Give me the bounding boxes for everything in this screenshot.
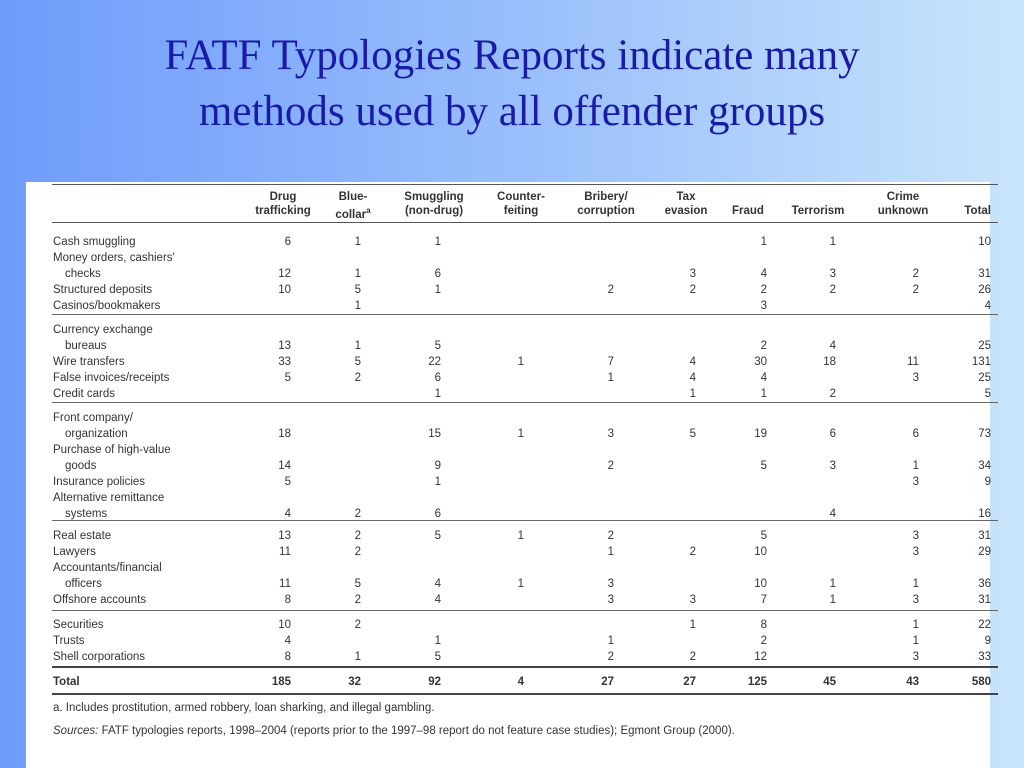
value-cell: 3 [912, 372, 919, 384]
value-cell: 3 [912, 546, 919, 558]
value-cell: 2 [760, 635, 767, 647]
value-cell: 12 [278, 268, 291, 280]
value-cell: 14 [278, 460, 291, 472]
value-cell: 1 [607, 546, 614, 558]
value-cell: 2 [829, 284, 836, 296]
value-cell: 12 [754, 651, 767, 663]
value-cell: 92 [428, 676, 441, 688]
column-header-9 [871, 190, 935, 218]
value-cell: 1 [434, 476, 441, 488]
value-cell: 9 [434, 460, 441, 472]
value-cell: 4 [689, 372, 696, 384]
column-header-text: collar [335, 208, 367, 221]
value-cell: 5 [434, 340, 441, 352]
value-cell: 5 [760, 530, 767, 542]
value-cell: 3 [912, 651, 919, 663]
value-cell: 6 [434, 268, 441, 280]
value-cell: 1 [829, 236, 836, 248]
column-header-3 [394, 190, 474, 218]
column-header-line2 [566, 204, 646, 218]
value-cell: 30 [754, 356, 767, 368]
method-label: Trusts [53, 635, 85, 647]
value-cell: 29 [978, 546, 991, 558]
table-row [26, 354, 990, 370]
title-line-2: methods used by all offender groups [198, 88, 826, 135]
column-header-line1 [951, 190, 991, 204]
table-row [26, 560, 990, 576]
value-cell: 3 [829, 268, 836, 280]
value-cell: 27 [683, 676, 696, 688]
value-cell: 4 [760, 268, 767, 280]
value-cell: 31 [978, 530, 991, 542]
value-cell: 31 [978, 594, 991, 606]
method-label: Casinos/bookmakers [53, 300, 161, 312]
value-cell: 5 [354, 284, 361, 296]
footnote-a: a. Includes prostitution, armed robbery, loan sharking, and illegal gambling. [53, 702, 435, 714]
column-header-line1: Crime [886, 191, 920, 203]
method-label: bureaus [65, 340, 107, 352]
value-cell: 2 [354, 594, 361, 606]
value-cell: 7 [760, 594, 767, 606]
table-row [26, 592, 990, 608]
method-label: Real estate [53, 530, 112, 542]
footnote-marker: a [366, 206, 371, 215]
value-cell: 1 [760, 236, 767, 248]
group-separator [52, 610, 998, 611]
value-cell: 580 [971, 676, 991, 688]
value-cell: 4 [689, 356, 696, 368]
value-cell: 5 [689, 428, 696, 440]
value-cell: 4 [434, 594, 441, 606]
value-cell: 1 [517, 356, 524, 368]
group-separator [52, 314, 998, 315]
column-header-line1: Smuggling [404, 191, 464, 203]
column-header-text: unknown [877, 205, 929, 217]
value-cell: 1 [517, 428, 524, 440]
method-label: organization [65, 428, 128, 440]
value-cell: 1 [434, 236, 441, 248]
value-cell: 2 [354, 372, 361, 384]
table-row [26, 576, 990, 592]
value-cell: 33 [278, 356, 291, 368]
value-cell: 10 [978, 236, 991, 248]
column-header-6 [651, 190, 721, 218]
column-header-line1: Tax [676, 191, 696, 203]
column-header-line2 [871, 204, 935, 218]
column-header-line2 [786, 204, 850, 218]
value-cell: 11 [907, 356, 919, 368]
column-header-text: (non-drug) [404, 205, 464, 217]
column-header-text: feiting [503, 205, 539, 217]
method-label: Currency exchange [53, 324, 153, 336]
value-cell: 11 [279, 546, 291, 558]
value-cell: 2 [354, 530, 361, 542]
value-cell: 2 [912, 284, 919, 296]
column-header-line2 [651, 204, 721, 218]
value-cell: 34 [978, 460, 991, 472]
value-cell: 3 [912, 594, 919, 606]
value-cell: 10 [754, 578, 767, 590]
table-row [26, 298, 990, 314]
value-cell: 2 [689, 546, 696, 558]
value-cell: 8 [760, 619, 767, 631]
column-header-line1 [786, 190, 850, 204]
column-header-line2 [243, 204, 323, 218]
table-row [26, 250, 990, 266]
table-row [26, 426, 990, 442]
value-cell: 4 [284, 635, 291, 647]
value-cell: 16 [978, 508, 991, 520]
method-label: goods [65, 460, 97, 472]
value-cell: 1 [912, 635, 919, 647]
table-top-rule [52, 184, 998, 185]
value-cell: 4 [829, 508, 836, 520]
column-header-text: evasion [664, 205, 708, 217]
total-row [26, 674, 990, 690]
value-cell: 2 [760, 284, 767, 296]
value-cell: 2 [689, 284, 696, 296]
column-header-line1: Bribery/ [584, 191, 628, 203]
value-cell: 2 [607, 284, 614, 296]
value-cell: 7 [607, 356, 614, 368]
value-cell: 1 [607, 372, 614, 384]
value-cell: 3 [912, 476, 919, 488]
method-label: Purchase of high-value [53, 444, 171, 456]
value-cell: 15 [428, 428, 441, 440]
method-label: checks [65, 268, 101, 280]
value-cell: 13 [278, 530, 291, 542]
value-cell: 2 [354, 619, 361, 631]
value-cell: 1 [354, 340, 361, 352]
value-cell: 1 [354, 236, 361, 248]
value-cell: 3 [607, 578, 614, 590]
table-row [26, 322, 990, 338]
value-cell: 1 [517, 578, 524, 590]
value-cell: 9 [984, 476, 991, 488]
table-row [26, 410, 990, 426]
column-header-text: Fraud [732, 205, 764, 217]
group-separator [52, 402, 998, 403]
value-cell: 1 [689, 619, 696, 631]
table-row [26, 617, 990, 633]
column-header-text: Terrorism [791, 205, 845, 217]
method-label: Offshore accounts [53, 594, 147, 606]
column-header-line2 [323, 204, 383, 222]
value-cell: 1 [434, 635, 441, 647]
value-cell: 5 [760, 460, 767, 472]
value-cell: 25 [978, 340, 991, 352]
sources-note [53, 725, 735, 737]
value-cell: 5 [354, 356, 361, 368]
table-row [26, 386, 990, 402]
value-cell: 1 [354, 651, 361, 663]
value-cell: 22 [978, 619, 991, 631]
method-label: Total [53, 676, 80, 688]
value-cell: 18 [278, 428, 291, 440]
value-cell: 4 [984, 300, 991, 312]
column-header-line2 [726, 204, 770, 218]
value-cell: 4 [829, 340, 836, 352]
value-cell: 26 [978, 284, 991, 296]
method-label: Shell corporations [53, 651, 146, 663]
value-cell: 4 [284, 508, 291, 520]
method-label: Money orders, cashiers' [53, 252, 175, 264]
column-header-8 [786, 190, 850, 218]
value-cell: 4 [760, 372, 767, 384]
value-cell: 9 [984, 635, 991, 647]
value-cell: 5 [284, 476, 291, 488]
value-cell: 73 [978, 428, 991, 440]
group-separator [52, 666, 998, 668]
value-cell: 5 [984, 388, 991, 400]
method-label: Credit cards [53, 388, 115, 400]
value-cell: 1 [517, 530, 524, 542]
method-label: Insurance policies [53, 476, 146, 488]
value-cell: 1 [760, 388, 767, 400]
value-cell: 25 [978, 372, 991, 384]
value-cell: 125 [747, 676, 767, 688]
sources-label: Sources: [53, 725, 99, 737]
value-cell: 6 [434, 508, 441, 520]
value-cell: 5 [434, 651, 441, 663]
table-row [26, 633, 990, 649]
table-row [26, 338, 990, 354]
value-cell: 3 [607, 594, 614, 606]
method-label: False invoices/receipts [53, 372, 170, 384]
column-header-line2 [394, 204, 474, 218]
table-row [26, 474, 990, 490]
value-cell: 1 [354, 268, 361, 280]
table-header-rule [52, 222, 998, 223]
value-cell: 31 [978, 268, 991, 280]
method-label: Accountants/financial [53, 562, 162, 574]
column-header-line1: Drug [269, 191, 297, 203]
value-cell: 5 [284, 372, 291, 384]
value-cell: 1 [434, 284, 441, 296]
value-cell: 2 [760, 340, 767, 352]
column-header-1 [243, 190, 323, 218]
column-header-line2 [951, 204, 991, 218]
value-cell: 2 [912, 268, 919, 280]
table-row [26, 282, 990, 298]
column-header-text: corruption [577, 205, 635, 217]
group-separator [52, 693, 998, 695]
table-row [26, 370, 990, 386]
value-cell: 3 [760, 300, 767, 312]
value-cell: 131 [971, 356, 991, 368]
value-cell: 2 [607, 460, 614, 472]
column-header-line2 [481, 204, 561, 218]
value-cell: 2 [607, 651, 614, 663]
value-cell: 45 [823, 676, 836, 688]
slide-title [0, 28, 1024, 140]
value-cell: 36 [978, 578, 991, 590]
table-row [26, 490, 990, 506]
column-header-text: trafficking [255, 205, 311, 217]
value-cell: 2 [829, 388, 836, 400]
value-cell: 10 [278, 284, 291, 296]
value-cell: 19 [754, 428, 767, 440]
value-cell: 1 [607, 635, 614, 647]
value-cell: 11 [279, 578, 291, 590]
method-label: officers [65, 578, 102, 590]
title-line-1: FATF Typologies Reports indicate many [164, 32, 860, 79]
value-cell: 6 [434, 372, 441, 384]
value-cell: 3 [689, 268, 696, 280]
value-cell: 8 [284, 651, 291, 663]
value-cell: 3 [912, 530, 919, 542]
value-cell: 18 [823, 356, 836, 368]
method-label: systems [65, 508, 108, 520]
value-cell: 1 [829, 594, 836, 606]
value-cell: 1 [912, 578, 919, 590]
value-cell: 185 [271, 676, 291, 688]
method-label: Cash smuggling [53, 236, 136, 248]
table-row [26, 458, 990, 474]
value-cell: 3 [607, 428, 614, 440]
method-label: Securities [53, 619, 104, 631]
value-cell: 6 [912, 428, 919, 440]
value-cell: 43 [906, 676, 919, 688]
value-cell: 22 [428, 356, 441, 368]
column-header-2 [323, 190, 383, 222]
value-cell: 10 [278, 619, 291, 631]
column-header-7 [726, 190, 770, 218]
method-label: Alternative remittance [53, 492, 165, 504]
method-label: Lawyers [53, 546, 96, 558]
value-cell: 33 [978, 651, 991, 663]
value-cell: 2 [354, 546, 361, 558]
value-cell: 4 [517, 676, 524, 688]
value-cell: 5 [434, 530, 441, 542]
value-cell: 5 [354, 578, 361, 590]
value-cell: 10 [754, 546, 767, 558]
sources-text: FATF typologies reports, 1998–2004 (reports prior to the 1997–98 report do not feature case studies); Egmont Group (2000). [98, 725, 735, 737]
table-row [26, 266, 990, 282]
value-cell: 1 [434, 388, 441, 400]
table-row [26, 544, 990, 560]
method-label: Wire transfers [53, 356, 125, 368]
table-row [26, 649, 990, 665]
column-header-line1 [726, 190, 770, 204]
value-cell: 2 [607, 530, 614, 542]
value-cell: 4 [434, 578, 441, 590]
value-cell: 1 [689, 388, 696, 400]
value-cell: 13 [278, 340, 291, 352]
method-label: Structured deposits [53, 284, 153, 296]
column-header-10 [951, 190, 991, 218]
value-cell: 6 [284, 236, 291, 248]
column-header-5 [566, 190, 646, 218]
column-header-text: Total [964, 205, 991, 217]
value-cell: 1 [829, 578, 836, 590]
table-row [26, 528, 990, 544]
value-cell: 1 [912, 619, 919, 631]
value-cell: 8 [284, 594, 291, 606]
column-header-line1: Counter- [497, 191, 545, 203]
methods-table-panel [26, 182, 990, 768]
group-separator [52, 520, 998, 521]
value-cell: 3 [829, 460, 836, 472]
value-cell: 3 [689, 594, 696, 606]
value-cell: 6 [829, 428, 836, 440]
value-cell: 2 [689, 651, 696, 663]
value-cell: 32 [348, 676, 361, 688]
value-cell: 1 [354, 300, 361, 312]
value-cell: 27 [601, 676, 614, 688]
column-header-line1: Blue- [338, 191, 368, 203]
method-label: Front company/ [53, 412, 133, 424]
table-row [26, 234, 990, 250]
value-cell: 1 [912, 460, 919, 472]
table-row [26, 442, 990, 458]
column-header-4 [481, 190, 561, 218]
value-cell: 2 [354, 508, 361, 520]
